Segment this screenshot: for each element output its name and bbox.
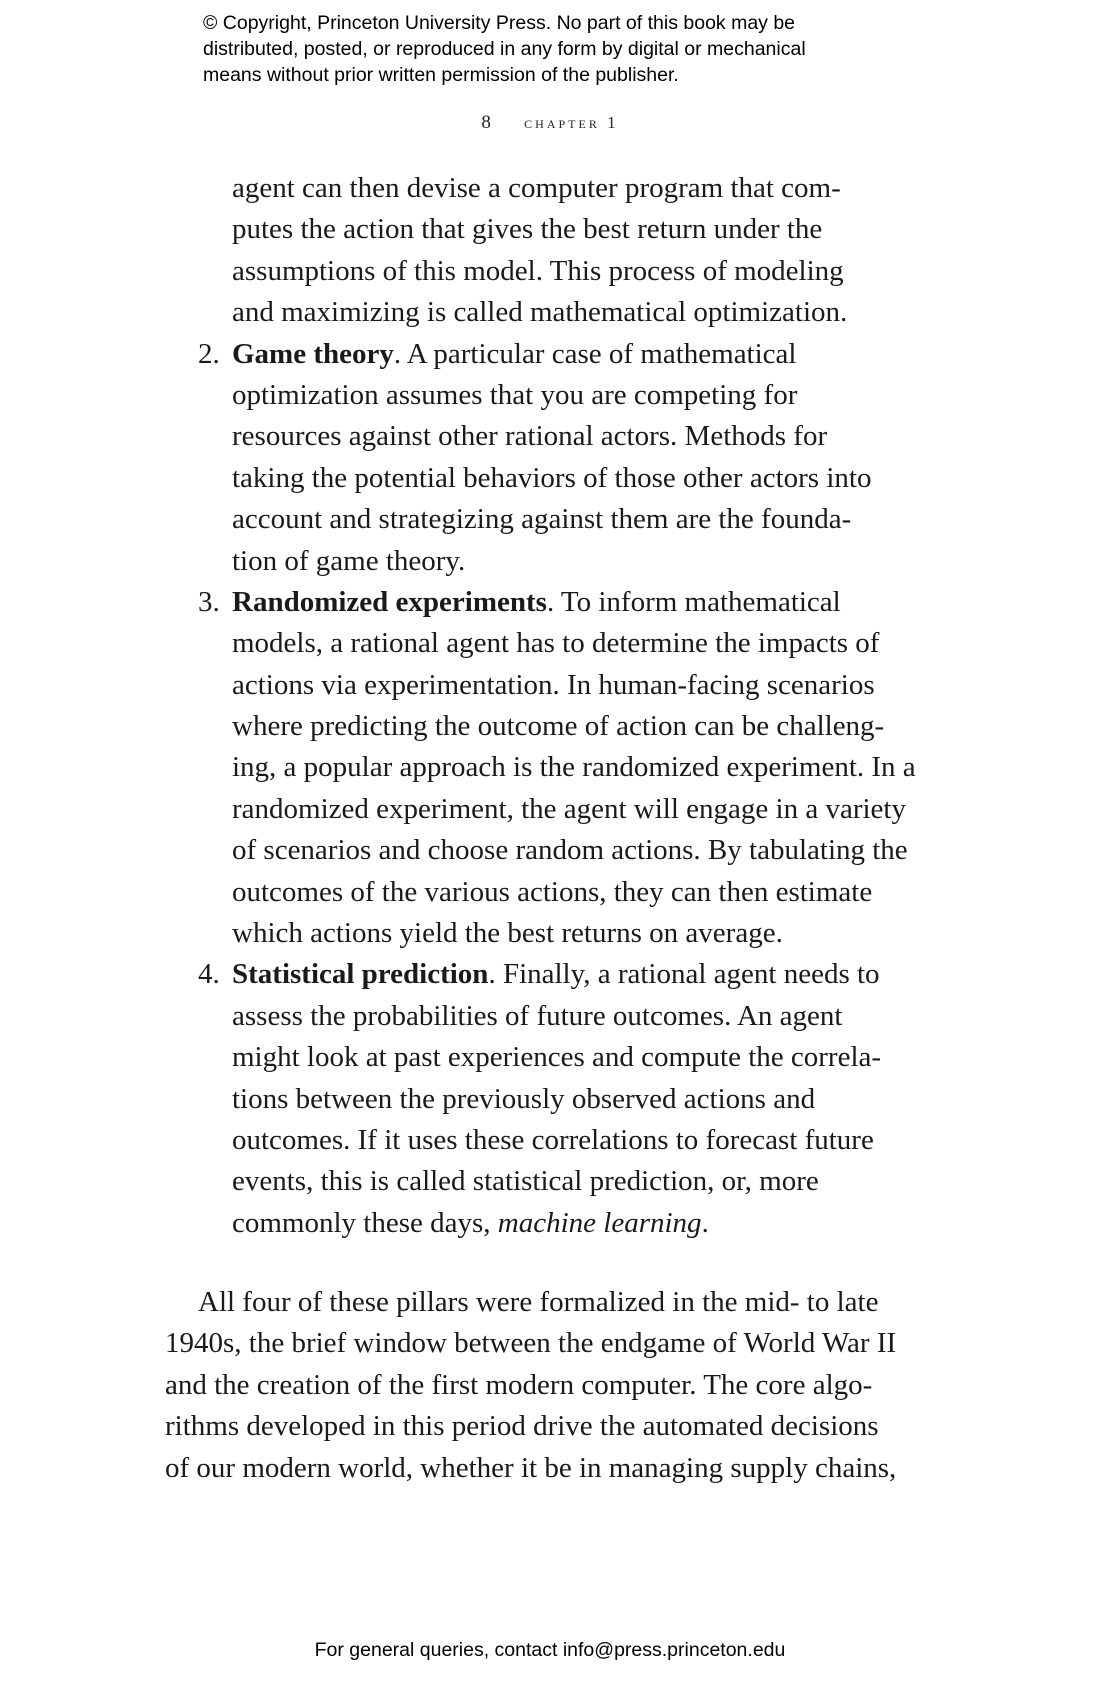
list-line-text: of scenarios and choose random actions. By tabulating the <box>232 834 908 867</box>
numbered-list <box>0 168 1100 1244</box>
machine-learning-term: machine learning <box>497 1206 702 1239</box>
paragraph-line-text: and the creation of the first modern computer. The core algo- <box>165 1368 873 1401</box>
list-line <box>0 251 1100 292</box>
copyright-notice <box>203 10 923 88</box>
list-line <box>0 541 1100 582</box>
list-item-term: Game theory <box>232 337 394 370</box>
page-number: 8 <box>481 112 491 133</box>
list-line <box>0 1037 1100 1078</box>
list-line <box>0 1203 1100 1244</box>
copyright-line: distributed, posted, or reproduced in any form by digital or mechanical <box>203 38 806 60</box>
paragraph-line <box>0 1406 1100 1447</box>
list-line-text: randomized experiment, the agent will engage in a variety <box>232 792 906 825</box>
last-line-end: . <box>701 1206 709 1239</box>
paragraph-line-text: All four of these pillars were formalized in the mid- to late <box>198 1286 879 1318</box>
list-line-text: and maximizing is called mathematical optimization. <box>232 296 848 329</box>
list-line <box>0 623 1100 664</box>
list-line <box>0 375 1100 416</box>
running-head <box>0 112 1100 134</box>
list-item-randomized-experiments <box>0 582 1100 623</box>
list-line <box>0 913 1100 954</box>
list-line-text: resources against other rational actors. Methods for <box>232 420 828 453</box>
list-line-text: events, this is called statistical prediction, or, more <box>232 1165 819 1198</box>
list-line <box>0 706 1100 747</box>
list-line-text: putes the action that gives the best return under the <box>232 213 823 246</box>
paragraph-line <box>0 1448 1100 1489</box>
paragraph-line-text: 1940s, the brief window between the endgame of World War II <box>165 1327 897 1360</box>
list-line-text: assess the probabilities of future outcomes. An agent <box>232 999 843 1032</box>
list-item-statistical-prediction <box>0 954 1100 995</box>
list-line-text: which actions yield the best returns on average. <box>232 917 783 950</box>
footer-contact: For general queries, contact info@press.princeton.edu <box>314 1639 786 1661</box>
list-line-text: outcomes of the various actions, they can then estimate <box>232 875 873 908</box>
copyright-line: means without prior written permission of the publisher. <box>203 64 679 86</box>
list-line-text: outcomes. If it uses these correlations to forecast future <box>232 1123 874 1156</box>
list-line-text: agent can then devise a computer program that com- <box>232 172 841 204</box>
last-line-start: commonly these days, <box>232 1206 498 1239</box>
paragraph-line <box>0 1365 1100 1406</box>
list-line <box>0 458 1100 499</box>
list-item-number: 4. <box>198 958 220 991</box>
list-item-term: Statistical prediction <box>232 958 489 991</box>
list-item-game-theory <box>0 334 1100 375</box>
list-line-text: models, a rational agent has to determine the impacts of <box>232 627 880 660</box>
paragraph-line <box>0 1282 1100 1323</box>
list-line-text: tions between the previously observed actions and <box>232 1082 816 1115</box>
list-line <box>0 292 1100 333</box>
list-line-text <box>232 1203 709 1244</box>
list-line-text: optimization assumes that you are competing for <box>232 378 798 411</box>
list-line <box>0 209 1100 250</box>
list-line <box>0 499 1100 540</box>
list-line-text: account and strategizing against them are the founda- <box>232 503 852 536</box>
list-line <box>0 665 1100 706</box>
list-line <box>0 872 1100 913</box>
list-item-number: 2. <box>198 337 220 370</box>
list-line-text: tion of game theory. <box>232 544 466 577</box>
list-line-text: might look at past experiences and compute the correla- <box>232 1041 882 1074</box>
paragraph-line <box>0 1323 1100 1364</box>
list-item-first-line <box>232 334 796 375</box>
list-item-number: 3. <box>198 585 220 618</box>
paragraph-line-text: of our modern world, whether it be in managing supply chains, <box>165 1451 897 1484</box>
list-item-first-rest: . To inform mathematical <box>546 585 841 618</box>
body-paragraph <box>0 1282 1100 1489</box>
list-line <box>0 1120 1100 1161</box>
list-line <box>0 416 1100 457</box>
list-line-text: assumptions of this model. This process of modeling <box>232 254 844 287</box>
list-item-first-line <box>232 582 841 623</box>
list-line-text: ing, a popular approach is the randomized experiment. In a <box>232 751 916 784</box>
list-line <box>0 1079 1100 1120</box>
list-item-first-rest: . Finally, a rational agent needs to <box>488 958 880 991</box>
chapter-label: chapter 1 <box>524 113 619 132</box>
list-line-text: actions via experimentation. In human-facing scenarios <box>232 668 875 701</box>
copyright-line: © Copyright, Princeton University Press. No part of this book may be <box>203 12 796 34</box>
list-line <box>0 747 1100 788</box>
list-line-text: where predicting the outcome of action can be challeng- <box>232 710 885 743</box>
list-line <box>0 168 1100 209</box>
list-item-term: Randomized experiments <box>232 585 547 618</box>
list-item-first-rest: . A particular case of mathematical <box>393 337 797 370</box>
paragraph-line-text: rithms developed in this period drive the automated decisions <box>165 1410 879 1443</box>
list-line <box>0 830 1100 871</box>
list-line <box>0 1161 1100 1202</box>
list-line <box>0 789 1100 830</box>
list-line-text: taking the potential behaviors of those other actors into <box>232 461 872 494</box>
list-item-first-line <box>232 954 880 995</box>
list-line <box>0 996 1100 1037</box>
